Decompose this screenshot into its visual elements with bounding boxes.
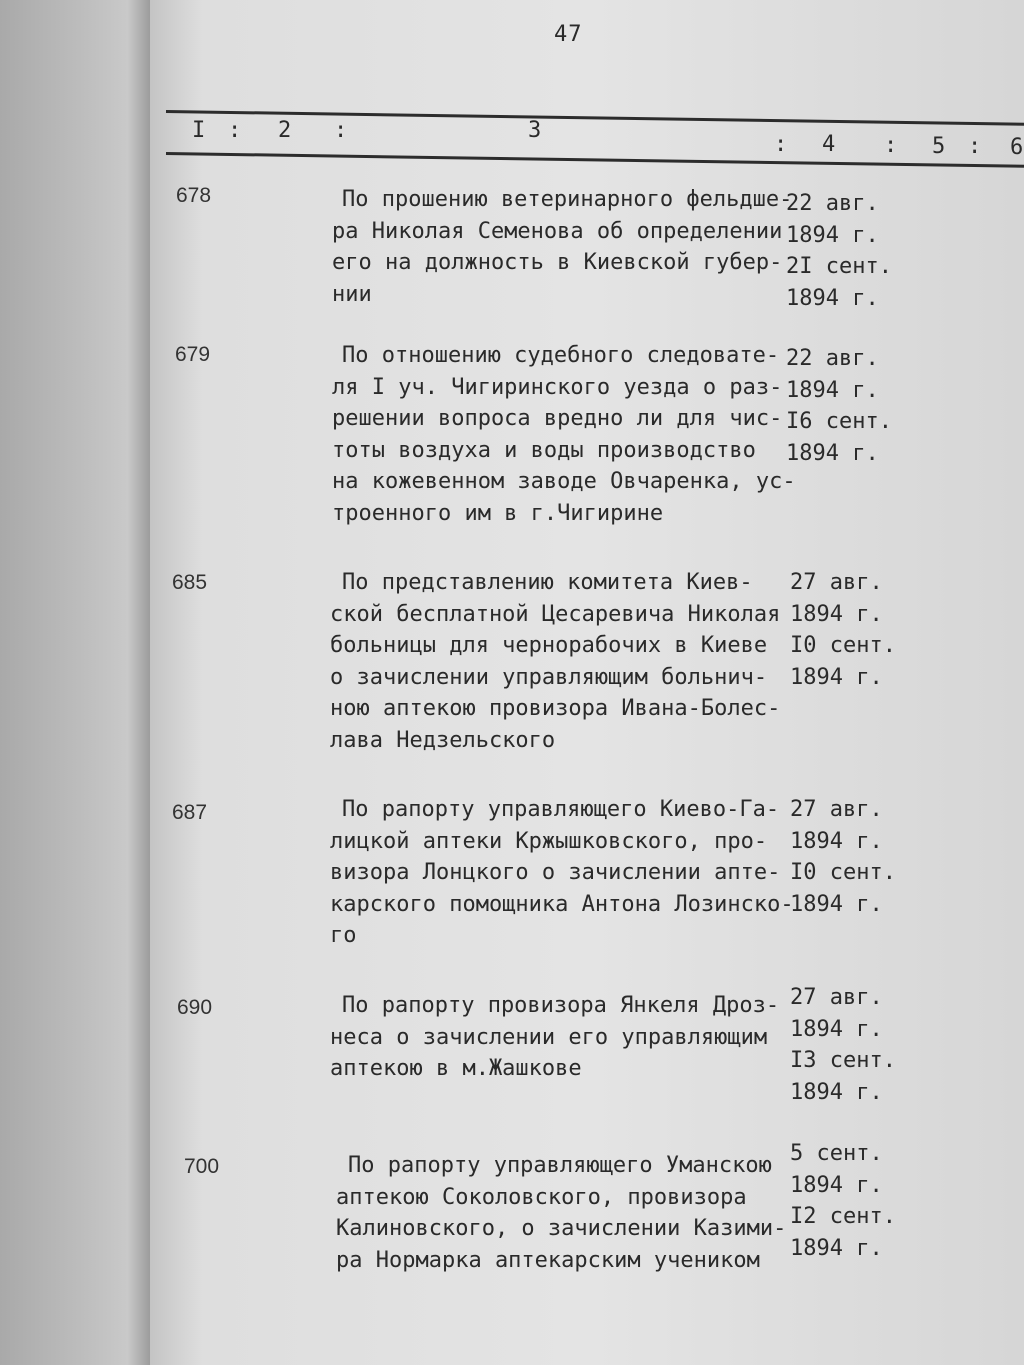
entry-date: 22 авг. — [786, 346, 879, 371]
entry-date: 27 авг. — [790, 570, 883, 595]
entry-line: По рапорту управляющего Киево-Га- — [342, 797, 780, 822]
entry-dates — [790, 567, 896, 693]
col-header-4: 4 — [822, 132, 836, 157]
entry-date: 1894 г. — [790, 664, 883, 690]
entry-dates — [786, 343, 892, 469]
entry-date: 2I сент. — [786, 254, 892, 279]
col-header-3: 3 — [528, 118, 542, 143]
entry-line: лицкой аптеки Кржышковского, про- — [330, 828, 768, 854]
entry-dates — [790, 794, 896, 920]
facing-page-edge — [0, 0, 150, 1365]
col-separator: : — [228, 118, 242, 143]
entry-date: 1894 г. — [790, 1016, 883, 1042]
entry-line: решении вопроса вредно ли для чис- — [332, 406, 783, 431]
entry-description — [330, 990, 779, 1085]
entry-line: о зачислении управляющим больнич- — [330, 664, 768, 690]
entry-number: 687 — [172, 801, 208, 824]
entry-line: По представлению комитета Киев- — [342, 570, 753, 595]
entry-date: 1894 г. — [786, 377, 879, 403]
entry-line: троенного им в г.Чигирине — [332, 500, 664, 526]
entry-number: 678 — [176, 184, 212, 207]
entry-line: ра Николая Семенова об определении — [332, 218, 783, 244]
entry-line: По рапорту управляющего Уманскою — [348, 1153, 772, 1178]
entry-date: 5 сент. — [790, 1141, 883, 1166]
entry-description — [336, 1150, 786, 1276]
entry-line: ною аптекою провизора Ивана-Болес- — [330, 696, 781, 721]
entry-dates — [790, 982, 896, 1108]
entry-date: 1894 г. — [790, 891, 883, 917]
entry-number: 679 — [175, 343, 211, 366]
entry-line: визора Лонцкого о зачислении апте- — [330, 860, 781, 885]
entry-date: 22 авг. — [786, 191, 879, 216]
entry-line: лава Недзельского — [330, 727, 556, 753]
entry-date: 1894 г. — [786, 285, 879, 311]
entry-line: Калиновского, о зачислении Казими- — [336, 1216, 787, 1241]
entry-date: 1894 г. — [786, 440, 879, 466]
entry-line: По рапорту провизора Янкеля Дроз- — [342, 993, 780, 1018]
entry-line: аптекою Соколовского, провизора — [336, 1184, 747, 1210]
entry-date: I0 сент. — [790, 860, 896, 885]
entry-date: 27 авг. — [790, 797, 883, 822]
entry-date: 1894 г. — [790, 1235, 883, 1261]
entry-line: нии — [332, 281, 372, 307]
col-separator: : — [884, 133, 898, 158]
entry-date: I0 сент. — [790, 633, 896, 658]
entry-line: его на должность в Киевской губер- — [332, 250, 783, 275]
entry-line: ской бесплатной Цесаревича Николая — [330, 601, 781, 627]
entry-date: 27 авг. — [790, 985, 883, 1010]
col-header-2: 2 — [278, 118, 292, 143]
col-header-6: 6 — [1010, 135, 1024, 160]
entry-line: карского помощника Антона Лозинско- — [330, 891, 794, 917]
entry-number: 685 — [172, 571, 208, 594]
entry-date: 1894 г. — [790, 828, 883, 854]
entry-description — [332, 340, 796, 529]
entry-line: По прошению ветеринарного фельдше- — [342, 187, 793, 212]
entry-line: больницы для чернорабочих в Киеве — [330, 633, 768, 658]
entry-dates — [790, 1138, 896, 1264]
entry-description — [330, 567, 780, 756]
entry-description — [332, 184, 792, 310]
page-number: 47 — [554, 22, 583, 47]
entry-description — [330, 794, 794, 952]
entry-line: ра Нормарка аптекарским учеником — [336, 1247, 760, 1273]
col-header-5: 5 — [932, 134, 946, 159]
col-separator: : — [334, 118, 348, 143]
entry-date: I2 сент. — [790, 1204, 896, 1229]
col-separator: : — [968, 134, 982, 159]
entry-line: на кожевенном заводе Овчаренка, ус- — [332, 469, 796, 494]
entry-date: I3 сент. — [790, 1048, 896, 1073]
entry-number: 700 — [184, 1155, 220, 1178]
entry-line: аптекою в м.Жашкове — [330, 1056, 582, 1081]
entry-dates — [786, 188, 892, 314]
entry-date: I6 сент. — [786, 409, 892, 434]
col-separator: : — [774, 132, 788, 157]
entry-line: По отношению судебного следовате- — [342, 343, 780, 368]
entry-date: 1894 г. — [790, 1172, 883, 1198]
entry-line: го — [330, 923, 357, 948]
entry-date: 1894 г. — [790, 601, 883, 627]
entry-date: 1894 г. — [786, 222, 879, 248]
entry-line: тоты воздуха и воды производство — [332, 437, 756, 463]
col-header-1: I — [192, 118, 206, 143]
entry-line: ля I уч. Чигиринского уезда о раз- — [332, 374, 783, 400]
entry-date: 1894 г. — [790, 1079, 883, 1105]
entry-number: 690 — [177, 996, 213, 1019]
entry-line: неса о зачислении его управляющим — [330, 1024, 768, 1050]
